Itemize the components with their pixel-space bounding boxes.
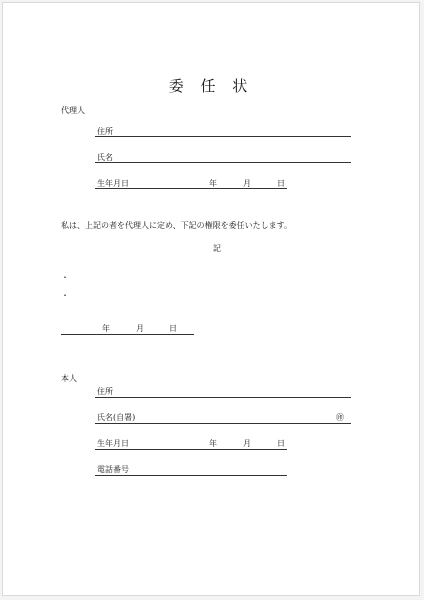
agent-address-label: 住所	[97, 127, 113, 136]
principal-birth-year: 年	[209, 439, 217, 448]
principal-birth-line	[95, 449, 287, 450]
agent-birth-year: 年	[209, 179, 217, 188]
principal-birth-label: 生年月日	[97, 439, 129, 448]
date-month: 月	[136, 324, 144, 333]
agent-name-label: 氏名	[97, 153, 113, 162]
principal-address-line	[95, 397, 351, 398]
date-day: 日	[169, 324, 177, 333]
principal-birth-day: 日	[277, 439, 285, 448]
agent-heading: 代理人	[61, 106, 85, 115]
agent-birth-label: 生年月日	[97, 179, 129, 188]
ki-heading: 記	[213, 244, 221, 253]
principal-heading: 本人	[61, 374, 77, 383]
bullet-item: ・	[61, 273, 69, 282]
agent-birth-month: 月	[243, 179, 251, 188]
document-title: 委 任 状	[168, 77, 254, 95]
agent-birth-day: 日	[277, 179, 285, 188]
document-page	[2, 2, 420, 596]
principal-address-label: 住所	[97, 387, 113, 396]
principal-phone-line	[95, 475, 287, 476]
statement-text: 私は、上記の者を代理人に定め、下記の権限を委任いたします。	[61, 221, 293, 230]
date-year: 年	[102, 324, 110, 333]
principal-name-line	[95, 423, 351, 424]
bullet-item: ・	[61, 291, 69, 300]
principal-phone-label: 電話番号	[97, 465, 129, 474]
agent-name-line	[95, 162, 351, 163]
date-line	[61, 334, 194, 335]
principal-birth-month: 月	[243, 439, 251, 448]
agent-address-line	[95, 136, 351, 137]
agent-birth-line	[95, 188, 287, 189]
seal-mark: ㊞	[336, 413, 344, 422]
principal-name-label: 氏名(自署)	[97, 413, 136, 422]
